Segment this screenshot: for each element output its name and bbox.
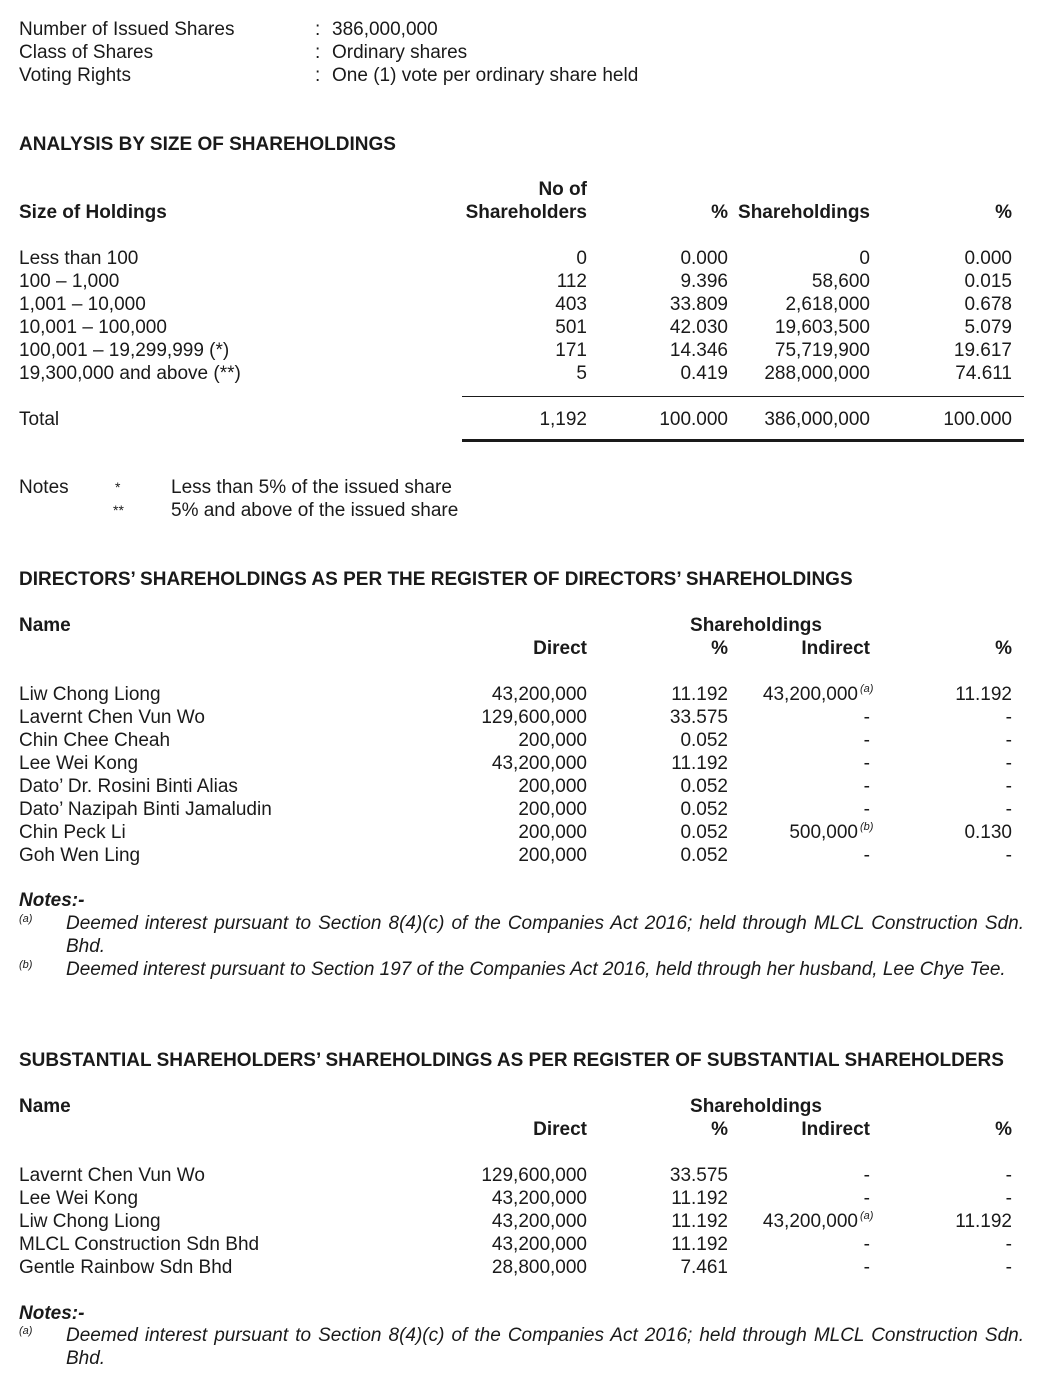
substantial-row-pct2: 11.192 bbox=[955, 1211, 1012, 1232]
analysis-row-holders: 171 bbox=[555, 340, 587, 361]
voting-rights-value: One (1) vote per ordinary share held bbox=[332, 65, 639, 86]
substantial-row-pct2: - bbox=[1005, 1257, 1012, 1278]
issued-shares-separator: : bbox=[315, 19, 321, 40]
substantial-row-pct1: 11.192 bbox=[671, 1234, 728, 1255]
substantial-row-direct: 28,800,000 bbox=[491, 1257, 587, 1278]
substantial-header-pct1: % bbox=[711, 1119, 728, 1140]
substantial-row-name: MLCL Construction Sdn Bhd bbox=[19, 1234, 260, 1255]
directors-row-indirect-note: (b) bbox=[860, 821, 874, 833]
class-of-shares-value: Ordinary shares bbox=[332, 42, 468, 63]
substantial-row-pct2: - bbox=[1005, 1234, 1012, 1255]
directors-row-indirect: - bbox=[863, 799, 870, 820]
substantial-row-name: Gentle Rainbow Sdn Bhd bbox=[19, 1257, 233, 1278]
directors-row-pct2: - bbox=[1005, 776, 1012, 797]
analysis-row-size: Less than 100 bbox=[19, 248, 139, 269]
substantial-row-pct1: 11.192 bbox=[671, 1188, 728, 1209]
substantial-row-pct1: 11.192 bbox=[671, 1211, 728, 1232]
directors-row-pct1: 0.052 bbox=[680, 822, 728, 843]
directors-row-pct2: - bbox=[1005, 707, 1012, 728]
directors-row-direct: 129,600,000 bbox=[481, 707, 587, 728]
directors-row-pct2: - bbox=[1005, 730, 1012, 751]
directors-row-pct1: 0.052 bbox=[680, 845, 728, 866]
analysis-row-pct1: 0.419 bbox=[680, 363, 728, 384]
substantial-row-pct2: - bbox=[1005, 1165, 1012, 1186]
analysis-row-shares: 75,719,900 bbox=[774, 340, 870, 361]
directors-header-name: Name bbox=[19, 615, 71, 636]
analysis-row-pct1: 33.809 bbox=[669, 294, 728, 315]
substantial-header-indirect: Indirect bbox=[801, 1119, 870, 1140]
directors-row-pct1: 0.052 bbox=[680, 799, 728, 820]
analysis-row-size: 19,300,000 and above (**) bbox=[19, 363, 241, 384]
substantial-header-pct2: % bbox=[995, 1119, 1012, 1140]
analysis-row-size: 1,001 – 10,000 bbox=[19, 294, 146, 315]
analysis-note-mark-1: * bbox=[115, 479, 121, 495]
voting-rights-label: Voting Rights bbox=[19, 65, 131, 86]
directors-row-direct: 200,000 bbox=[518, 776, 587, 797]
directors-header-pct2: % bbox=[995, 638, 1012, 659]
directors-note-text-b: Deemed interest pursuant to Section 197 of the Companies Act 2016, held through her husband, Lee Chye Tee. bbox=[66, 959, 1006, 980]
substantial-note-mark-a: (a) bbox=[19, 1325, 33, 1337]
substantial-row-pct1: 7.461 bbox=[680, 1257, 728, 1278]
directors-row-direct: 43,200,000 bbox=[491, 753, 587, 774]
directors-note-mark-b: (b) bbox=[19, 959, 33, 971]
directors-title: DIRECTORS’ SHAREHOLDINGS AS PER THE REGISTER OF DIRECTORS’ SHAREHOLDINGS bbox=[19, 569, 853, 590]
directors-row-indirect: 43,200,000 bbox=[762, 684, 858, 705]
directors-row-pct2: 11.192 bbox=[955, 684, 1012, 705]
analysis-row-holders: 403 bbox=[555, 294, 587, 315]
analysis-row-holders: 112 bbox=[556, 271, 587, 292]
analysis-row-pct1: 9.396 bbox=[680, 271, 728, 292]
substantial-note-text-a: Deemed interest pursuant to Section 8(4)(c) of the Companies Act 2016; held through MLCL Construction Sdn. Bhd. bbox=[66, 1325, 1024, 1369]
class-of-shares-separator: : bbox=[315, 42, 321, 63]
issued-shares-value: 386,000,000 bbox=[332, 19, 438, 40]
analysis-total-holders: 1,192 bbox=[539, 409, 587, 430]
directors-row-pct1: 0.052 bbox=[680, 776, 728, 797]
substantial-row-pct1: 33.575 bbox=[669, 1165, 728, 1186]
analysis-row-shares: 58,600 bbox=[811, 271, 870, 292]
substantial-row-indirect: - bbox=[863, 1257, 870, 1278]
directors-row-direct: 200,000 bbox=[518, 799, 587, 820]
directors-row-pct2: - bbox=[1005, 845, 1012, 866]
directors-row-name: Lee Wei Kong bbox=[19, 753, 139, 774]
substantial-row-name: Lee Wei Kong bbox=[19, 1188, 139, 1209]
analysis-row-pct1: 14.346 bbox=[669, 340, 728, 361]
analysis-note-text-2: 5% and above of the issued share bbox=[171, 500, 459, 521]
directors-header-pct1: % bbox=[711, 638, 728, 659]
substantial-row-pct2: - bbox=[1005, 1188, 1012, 1209]
directors-row-name: Dato’ Dr. Rosini Binti Alias bbox=[19, 776, 238, 797]
directors-row-pct1: 11.192 bbox=[671, 684, 728, 705]
analysis-header-shareholders: Shareholders bbox=[465, 202, 587, 223]
analysis-total-pct1: 100.000 bbox=[659, 409, 728, 430]
directors-row-name: Liw Chong Liong bbox=[19, 684, 161, 705]
substantial-title: SUBSTANTIAL SHAREHOLDERS’ SHAREHOLDINGS AS PER REGISTER OF SUBSTANTIAL SHAREHOLDERS bbox=[19, 1050, 1004, 1071]
analysis-row-holders: 501 bbox=[555, 317, 587, 338]
analysis-row-holders: 0 bbox=[576, 248, 587, 269]
analysis-header-pct2: % bbox=[995, 202, 1012, 223]
substantial-row-indirect: - bbox=[863, 1188, 870, 1209]
analysis-total-pct2: 100.000 bbox=[943, 409, 1012, 430]
directors-row-indirect: - bbox=[863, 776, 870, 797]
directors-header-group: Shareholdings bbox=[690, 615, 822, 636]
analysis-row-shares: 19,603,500 bbox=[774, 317, 870, 338]
analysis-row-size: 100 – 1,000 bbox=[19, 271, 120, 292]
analysis-row-shares: 0 bbox=[859, 248, 870, 269]
class-of-shares-label: Class of Shares bbox=[19, 42, 154, 63]
analysis-total-rule-bottom bbox=[462, 439, 1024, 442]
analysis-row-size: 100,001 – 19,299,999 (*) bbox=[19, 340, 230, 361]
substantial-header-direct: Direct bbox=[533, 1119, 587, 1140]
substantial-row-indirect-note: (a) bbox=[860, 1210, 874, 1222]
analysis-row-pct2: 0.678 bbox=[964, 294, 1012, 315]
substantial-row-direct: 43,200,000 bbox=[491, 1188, 587, 1209]
directors-row-direct: 200,000 bbox=[518, 845, 587, 866]
substantial-row-name: Liw Chong Liong bbox=[19, 1211, 161, 1232]
substantial-row-direct: 43,200,000 bbox=[491, 1234, 587, 1255]
directors-row-name: Chin Peck Li bbox=[19, 822, 126, 843]
directors-note-mark-a: (a) bbox=[19, 913, 33, 925]
directors-row-name: Chin Chee Cheah bbox=[19, 730, 171, 751]
directors-row-direct: 200,000 bbox=[518, 730, 587, 751]
directors-header-indirect: Indirect bbox=[801, 638, 870, 659]
issued-shares-label: Number of Issued Shares bbox=[19, 19, 235, 40]
directors-header-direct: Direct bbox=[533, 638, 587, 659]
analysis-row-pct2: 0.000 bbox=[964, 248, 1012, 269]
substantial-header-name: Name bbox=[19, 1096, 71, 1117]
substantial-row-indirect: - bbox=[863, 1234, 870, 1255]
directors-notes-title: Notes:- bbox=[19, 890, 85, 911]
analysis-header-size: Size of Holdings bbox=[19, 202, 167, 223]
voting-rights-separator: : bbox=[315, 65, 321, 86]
directors-row-indirect: - bbox=[863, 753, 870, 774]
directors-row-name: Dato’ Nazipah Binti Jamaludin bbox=[19, 799, 272, 820]
directors-row-indirect: - bbox=[863, 845, 870, 866]
analysis-row-pct1: 42.030 bbox=[669, 317, 728, 338]
analysis-row-shares: 288,000,000 bbox=[764, 363, 870, 384]
directors-row-pct2: 0.130 bbox=[964, 822, 1012, 843]
directors-row-pct2: - bbox=[1005, 753, 1012, 774]
directors-row-indirect: - bbox=[863, 707, 870, 728]
substantial-header-group: Shareholdings bbox=[690, 1096, 822, 1117]
directors-row-pct1: 0.052 bbox=[680, 730, 728, 751]
analysis-row-pct2: 0.015 bbox=[964, 271, 1012, 292]
analysis-title: ANALYSIS BY SIZE OF SHAREHOLDINGS bbox=[19, 134, 396, 155]
substantial-row-indirect: - bbox=[863, 1165, 870, 1186]
analysis-header-shareholdings: Shareholdings bbox=[738, 202, 870, 223]
substantial-row-name: Lavernt Chen Vun Wo bbox=[19, 1165, 205, 1186]
analysis-row-shares: 2,618,000 bbox=[785, 294, 870, 315]
directors-note-text-a: Deemed interest pursuant to Section 8(4)(c) of the Companies Act 2016; held through MLCL Construction Sdn. Bhd. bbox=[66, 913, 1024, 957]
analysis-row-pct2: 74.611 bbox=[955, 363, 1012, 384]
substantial-row-direct: 129,600,000 bbox=[481, 1165, 587, 1186]
analysis-total-shares: 386,000,000 bbox=[764, 409, 870, 430]
directors-row-pct2: - bbox=[1005, 799, 1012, 820]
analysis-total-label: Total bbox=[19, 409, 60, 430]
substantial-notes-title: Notes:- bbox=[19, 1303, 85, 1324]
analysis-row-pct2: 5.079 bbox=[964, 317, 1012, 338]
directors-row-indirect: 500,000 bbox=[789, 822, 858, 843]
analysis-row-pct2: 19.617 bbox=[953, 340, 1012, 361]
analysis-notes-label: Notes bbox=[19, 477, 69, 498]
analysis-row-pct1: 0.000 bbox=[680, 248, 728, 269]
substantial-row-direct: 43,200,000 bbox=[491, 1211, 587, 1232]
directors-row-pct1: 11.192 bbox=[671, 753, 728, 774]
analysis-note-text-1: Less than 5% of the issued share bbox=[171, 477, 452, 498]
analysis-total-rule-top bbox=[462, 396, 1024, 397]
directors-row-indirect-note: (a) bbox=[860, 683, 874, 695]
analysis-row-size: 10,001 – 100,000 bbox=[19, 317, 167, 338]
analysis-row-holders: 5 bbox=[576, 363, 587, 384]
directors-row-name: Goh Wen Ling bbox=[19, 845, 141, 866]
analysis-note-mark-2: ** bbox=[113, 502, 124, 518]
directors-row-direct: 43,200,000 bbox=[491, 684, 587, 705]
analysis-header-no-of: No of bbox=[538, 179, 587, 200]
analysis-header-pct1: % bbox=[711, 202, 728, 223]
directors-row-indirect: - bbox=[863, 730, 870, 751]
directors-row-pct1: 33.575 bbox=[669, 707, 728, 728]
directors-row-direct: 200,000 bbox=[518, 822, 587, 843]
substantial-row-indirect: 43,200,000 bbox=[762, 1211, 858, 1232]
directors-row-name: Lavernt Chen Vun Wo bbox=[19, 707, 205, 728]
